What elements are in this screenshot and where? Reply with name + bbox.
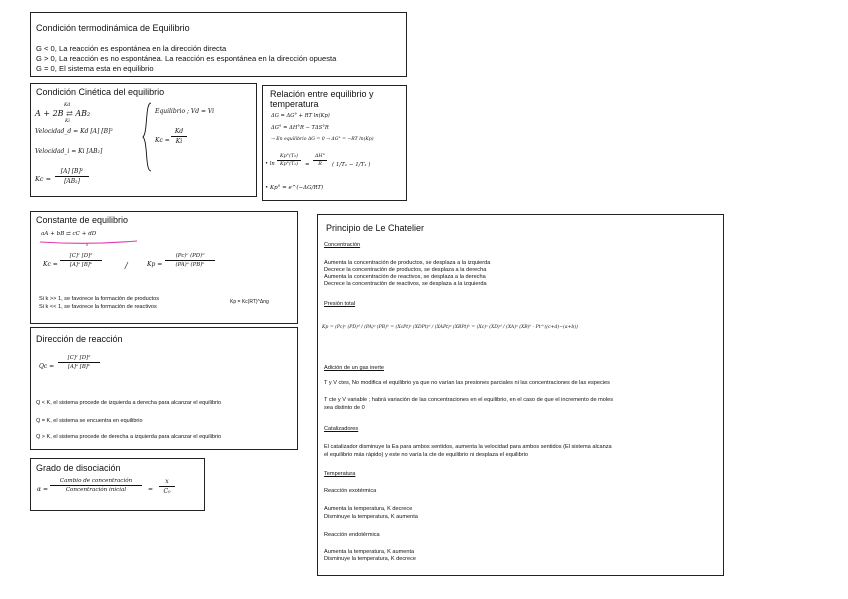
kinetic-brace bbox=[142, 102, 152, 172]
constant-box bbox=[30, 211, 298, 324]
chatelier-conc-3: Aumenta la concentración de reactivos, se desplaza a la derecha bbox=[324, 274, 486, 280]
chatelier-endo-head: Reacción endotérmica bbox=[324, 532, 380, 538]
chatelier-pres-head: Presión total bbox=[324, 301, 356, 307]
kinetic-ki: Ki bbox=[65, 119, 70, 124]
dissociation-box bbox=[30, 458, 205, 511]
relation-box bbox=[262, 85, 407, 201]
kinetic-kc-label: Kc = bbox=[35, 175, 52, 183]
chatelier-title: Principio de Le Chatelier bbox=[326, 223, 425, 233]
constant-kp-fraction bbox=[165, 253, 215, 268]
kinetic-kc2-label: Kc = bbox=[155, 137, 170, 144]
chatelier-cat-1: El catalizador disminuye la Ea para ambos sentidos, aumenta la velocidad para ambos sentidos (El sistema alcanza bbox=[324, 444, 612, 450]
relation-ln-fraction bbox=[277, 154, 301, 167]
chatelier-cat-head: Catalizadores bbox=[324, 426, 359, 432]
kinetic-eq-label: Equilibrio ; Vd = Vi bbox=[155, 108, 215, 115]
direction-line-3: Q > K, el sistema procede de derecha a izquierda para alcanzar el equilibrio bbox=[36, 434, 222, 440]
constant-kc-fraction bbox=[60, 253, 102, 268]
chatelier-endo-1: Aumenta la temperatura, K aumenta bbox=[324, 549, 415, 555]
direction-line-1: Q < K, el sistema procede de izquierda a derecha para alcanzar el equilibrio bbox=[36, 400, 222, 406]
constant-kp-label: Kp = bbox=[147, 261, 163, 268]
chatelier-inert-2b: sea distinto de 0 bbox=[324, 405, 365, 411]
chatelier-conc-1: Aumenta la concentración de productos, se desplaza a la izquierda bbox=[324, 260, 491, 266]
chatelier-conc-4: Decrece la concentración de reactivos, se desplaza a la izquierda bbox=[324, 281, 487, 287]
relation-title-2: temperatura bbox=[270, 99, 319, 109]
direction-title: Dirección de reacción bbox=[36, 334, 123, 344]
kinetic-box bbox=[30, 83, 257, 197]
relation-line-4-prefix: • ln bbox=[265, 161, 275, 167]
thermo-line-1: G < 0, La reacción es espontánea en la dirección directa bbox=[36, 44, 227, 53]
direction-qc-den: [A]ᵃ [B]ᵇ bbox=[67, 364, 91, 370]
chatelier-endo-2: Disminuye la temperatura, K decrece bbox=[324, 556, 417, 562]
constant-separator: / bbox=[125, 261, 128, 270]
constant-kp-kc: Kp = Kc(RT)^Δng bbox=[230, 299, 269, 305]
relation-ln-den: Kp°(T₁) bbox=[280, 162, 298, 167]
thermo-box bbox=[30, 12, 407, 77]
chatelier-exo-2: Disminuye la temperatura, K aumenta bbox=[324, 514, 418, 520]
constant-kc-den: [A]ᵃ [B]ᵇ bbox=[69, 262, 93, 268]
constant-kp-num: (Pc)ᶜ (PD)ᵈ bbox=[175, 253, 205, 259]
kinetic-kc-fraction bbox=[55, 168, 89, 185]
dissociation-title: Grado de disociación bbox=[36, 463, 121, 473]
chatelier-temp-head: Temperatura bbox=[324, 471, 356, 477]
dissociation-alpha: α = bbox=[37, 486, 48, 493]
chatelier-cat-2: el equilibrio más rápido) y este no varía la cte de equilibrio ni desplaza el equilibrio bbox=[324, 452, 528, 458]
relation-line-1: ΔG = ΔG° + RT ln(Kp) bbox=[271, 113, 330, 119]
constant-kp-den: (PA)ᵃ (PB)ᵇ bbox=[175, 262, 205, 268]
kinetic-kc2-fraction bbox=[171, 128, 187, 145]
constant-underline bbox=[39, 239, 139, 247]
constant-title: Constante de equilibrio bbox=[36, 215, 129, 225]
chatelier-conc-head: Concentración bbox=[324, 242, 361, 248]
relation-dh-num: ΔH° bbox=[314, 154, 326, 159]
relation-line-2: ΔG° = ΔH°R − TΔS°R bbox=[271, 125, 329, 131]
relation-line-4-paren: ( 1/T₂ − 1/T₁ ) bbox=[332, 162, 371, 168]
dissociation-num: Cambio de concentración bbox=[59, 478, 133, 484]
constant-kc-label: Kc = bbox=[43, 261, 58, 268]
constant-kc-num: [C]ᶜ [D]ᵈ bbox=[69, 253, 93, 259]
kinetic-kc2-den: Ki bbox=[175, 138, 183, 145]
kinetic-kd: Kd bbox=[64, 103, 71, 108]
chatelier-box bbox=[317, 214, 724, 576]
relation-title-1: Relación entre equilibrio y bbox=[270, 89, 374, 99]
direction-line-2: Q = K, el sistema se encuentra en equilibrio bbox=[36, 418, 143, 424]
dissociation-fraction bbox=[50, 478, 142, 493]
chatelier-exo-1: Aumenta la temperatura, K decrece bbox=[324, 506, 413, 512]
kinetic-reaction: A + 2B ⇄ AB₂ bbox=[35, 109, 91, 118]
constant-note-2: Si k << 1, se favorece la formación de reactivos bbox=[39, 304, 157, 310]
kinetic-kc2-num: Kd bbox=[174, 128, 184, 135]
constant-note-1: Si k >> 1, se favorece la formación de productos bbox=[39, 296, 160, 302]
kinetic-vel-i: Velocidad_i = Ki [AB₂] bbox=[35, 148, 103, 155]
relation-line-4-eq: = bbox=[305, 162, 310, 168]
thermo-title: Condición termodinámica de Equilibrio bbox=[36, 23, 190, 33]
dissociation-den: Concentración inicial bbox=[65, 487, 127, 493]
chatelier-exo-head: Reacción exotérmica bbox=[324, 488, 377, 494]
thermo-line-3: G = 0, El sistema esta en equilibrio bbox=[36, 64, 154, 73]
constant-reaction: aA + bB ⇄ cC + dD bbox=[41, 231, 97, 237]
chatelier-inert-2a: T cte y V variable ; habrá variación de las concentraciones en el equilibrio, en el caso de que el incremento de moles bbox=[324, 397, 614, 403]
dissociation-num-2: x bbox=[165, 478, 169, 485]
chatelier-inert-head: Adición de un gas inerte bbox=[324, 365, 385, 371]
chatelier-kp-formula: Kp = (Pc)ᶜ (PD)ᵈ / (PA)ᵃ (PB)ᵇ = (XcPt)ᶜ (XDPt)ᵈ / (XAPt)ᵃ (XBPt)ᵇ = (Xc)ᶜ (XD)ᵈ / (XA)ᵃ (XB)ᵇ · Pt^((c+d)−(a+b)) bbox=[322, 325, 578, 330]
dissociation-eq: = bbox=[148, 486, 154, 493]
kinetic-title: Condición Cinética del equilibrio bbox=[36, 87, 165, 97]
thermo-line-2: G > 0, La reacción es no espontánea. La reacción es espontánea en la dirección opuesta bbox=[36, 54, 337, 63]
relation-line-3: → En equilibrio ΔG = 0 → ΔG° = −RT ln(Kp) bbox=[271, 137, 374, 142]
chatelier-conc-2: Decrece la concentración de productos, se desplaza a la derecha bbox=[324, 267, 487, 273]
direction-qc-fraction bbox=[58, 355, 100, 370]
relation-dh-den: R bbox=[318, 162, 322, 167]
relation-line-5: • Kp° = e^(−ΔG/RT) bbox=[265, 185, 324, 191]
chatelier-inert-1: T y V ctes, No modifica el equilibrio ya que no varían las presiones parciales ni las concentraciones de las especies bbox=[324, 380, 610, 386]
kinetic-kc-num: [A] [B]² bbox=[60, 168, 84, 175]
dissociation-den-2: C₀ bbox=[163, 488, 171, 495]
kinetic-kc-den: [AB₂] bbox=[64, 178, 80, 185]
relation-dh-fraction bbox=[313, 154, 327, 167]
dissociation-fraction-2 bbox=[159, 478, 175, 495]
direction-qc-label: Qc = bbox=[39, 363, 55, 370]
relation-ln-num: Kp°(T₂) bbox=[280, 154, 298, 159]
direction-qc-num: [C]ᶜ [D]ᵈ bbox=[67, 355, 91, 361]
kinetic-vel-d: Velocidad_d = Kd [A] [B]² bbox=[35, 128, 113, 135]
direction-box bbox=[30, 327, 298, 450]
